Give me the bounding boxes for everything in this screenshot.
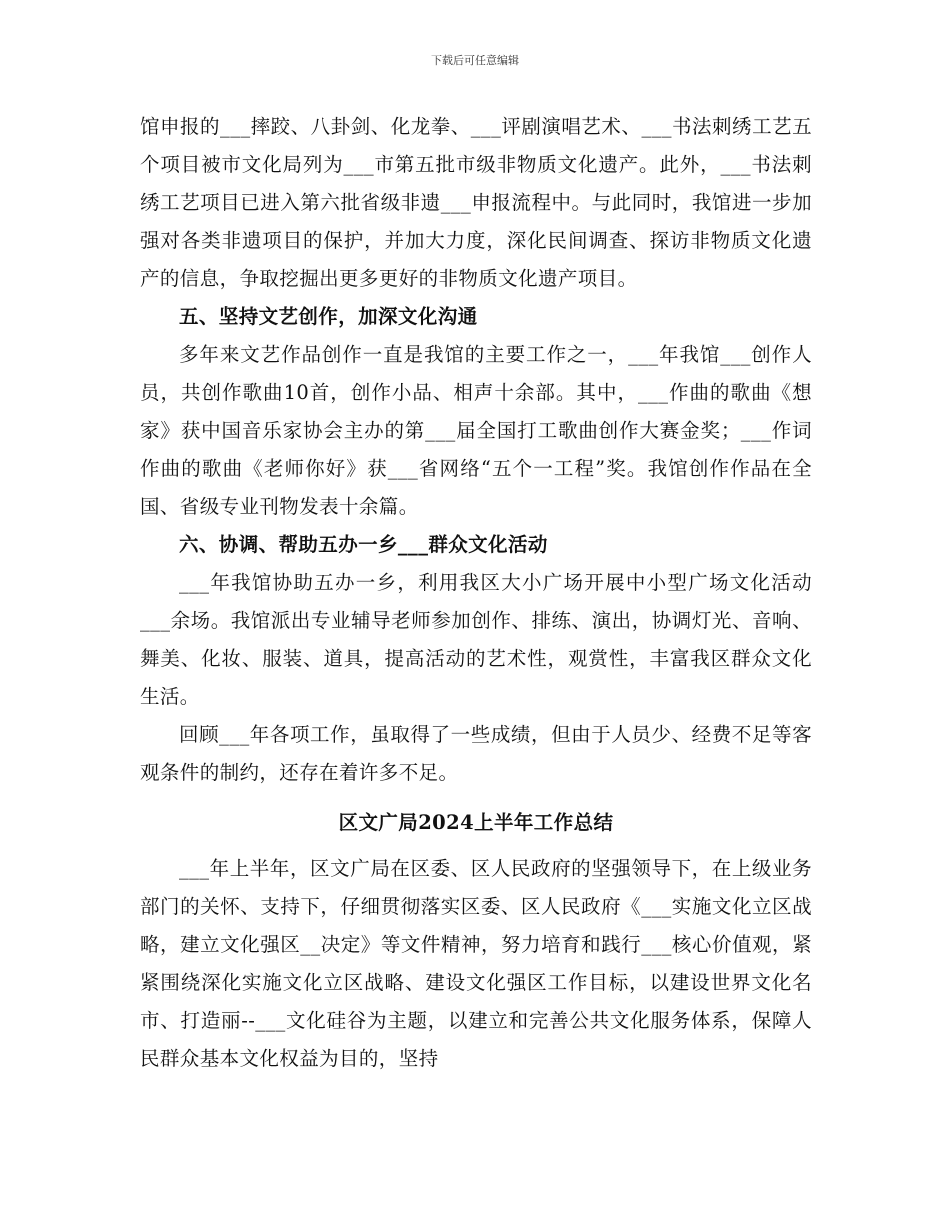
document-title: 区文广局2024上半年工作总结 <box>338 811 614 834</box>
page-header: 下载后可任意编辑 <box>431 54 519 67</box>
paragraph-summary-intro: ___年上半年，区文广局在区委、区人民政府的坚强领导下，在上级业务部门的关怀、支持下，仔细贯彻落实区委、区人民政府《___实施文化立区战略，建立文化强区__决定》等文件精神，努力培育和践行___核心价值观，紧紧围绕深化实施文化立区战略、建设文化强区工作目标，以建设世界文化名市、打造丽--___文化硅谷为主题，以建立和完善公共文化服务体系，保障人民群众基本文化权益为目的，坚持 <box>140 857 812 1070</box>
document-body <box>140 108 812 1078</box>
paragraph-mass-activities: ___年我馆协助五办一乡，利用我区大小广场开展中小型广场文化活动___余场。我馆派出专业辅导老师参加创作、排练、演出，协调灯光、音响、舞美、化妆、服装、道具，提高活动的艺术性，观赏性，丰富我区群众文化生活。 <box>140 571 812 708</box>
paragraph-art-creation: 多年来文艺作品创作一直是我馆的主要工作之一，___年我馆___创作人员，共创作歌曲10首，创作小品、相声十余部。其中，___作曲的歌曲《想家》获中国音乐家协会主办的第___届全国打工歌曲创作大赛金奖；___作词作曲的歌曲《老师你好》获___省网络“五个一工程”奖。我馆创作作品在全国、省级专业刊物发表十余篇。 <box>140 343 812 518</box>
section-heading-five: 五、坚持文艺创作，加深文化沟通 <box>179 305 478 328</box>
paragraph-review: 回顾___年各项工作，虽取得了一些成绩，但由于人员少、经费不足等客观条件的制约，还存在着许多不足。 <box>140 723 812 784</box>
section-heading-six: 六、协调、帮助五办一乡___群众文化活动 <box>179 533 548 556</box>
paragraph-heritage-projects: 馆申报的___摔跤、八卦剑、化龙拳、___评剧演唱艺术、___书法刺绣工艺五个项目被市文化局列为___市第五批市级非物质文化遗产。此外，___书法刺绣工艺项目已进入第六批省级非遗___申报流程中。与此同时，我馆进一步加强对各类非遗项目的保护，并加大力度，深化民间调查、探访非物质文化遗产的信息，争取挖掘出更多更好的非物质文化遗产项目。 <box>140 115 812 290</box>
